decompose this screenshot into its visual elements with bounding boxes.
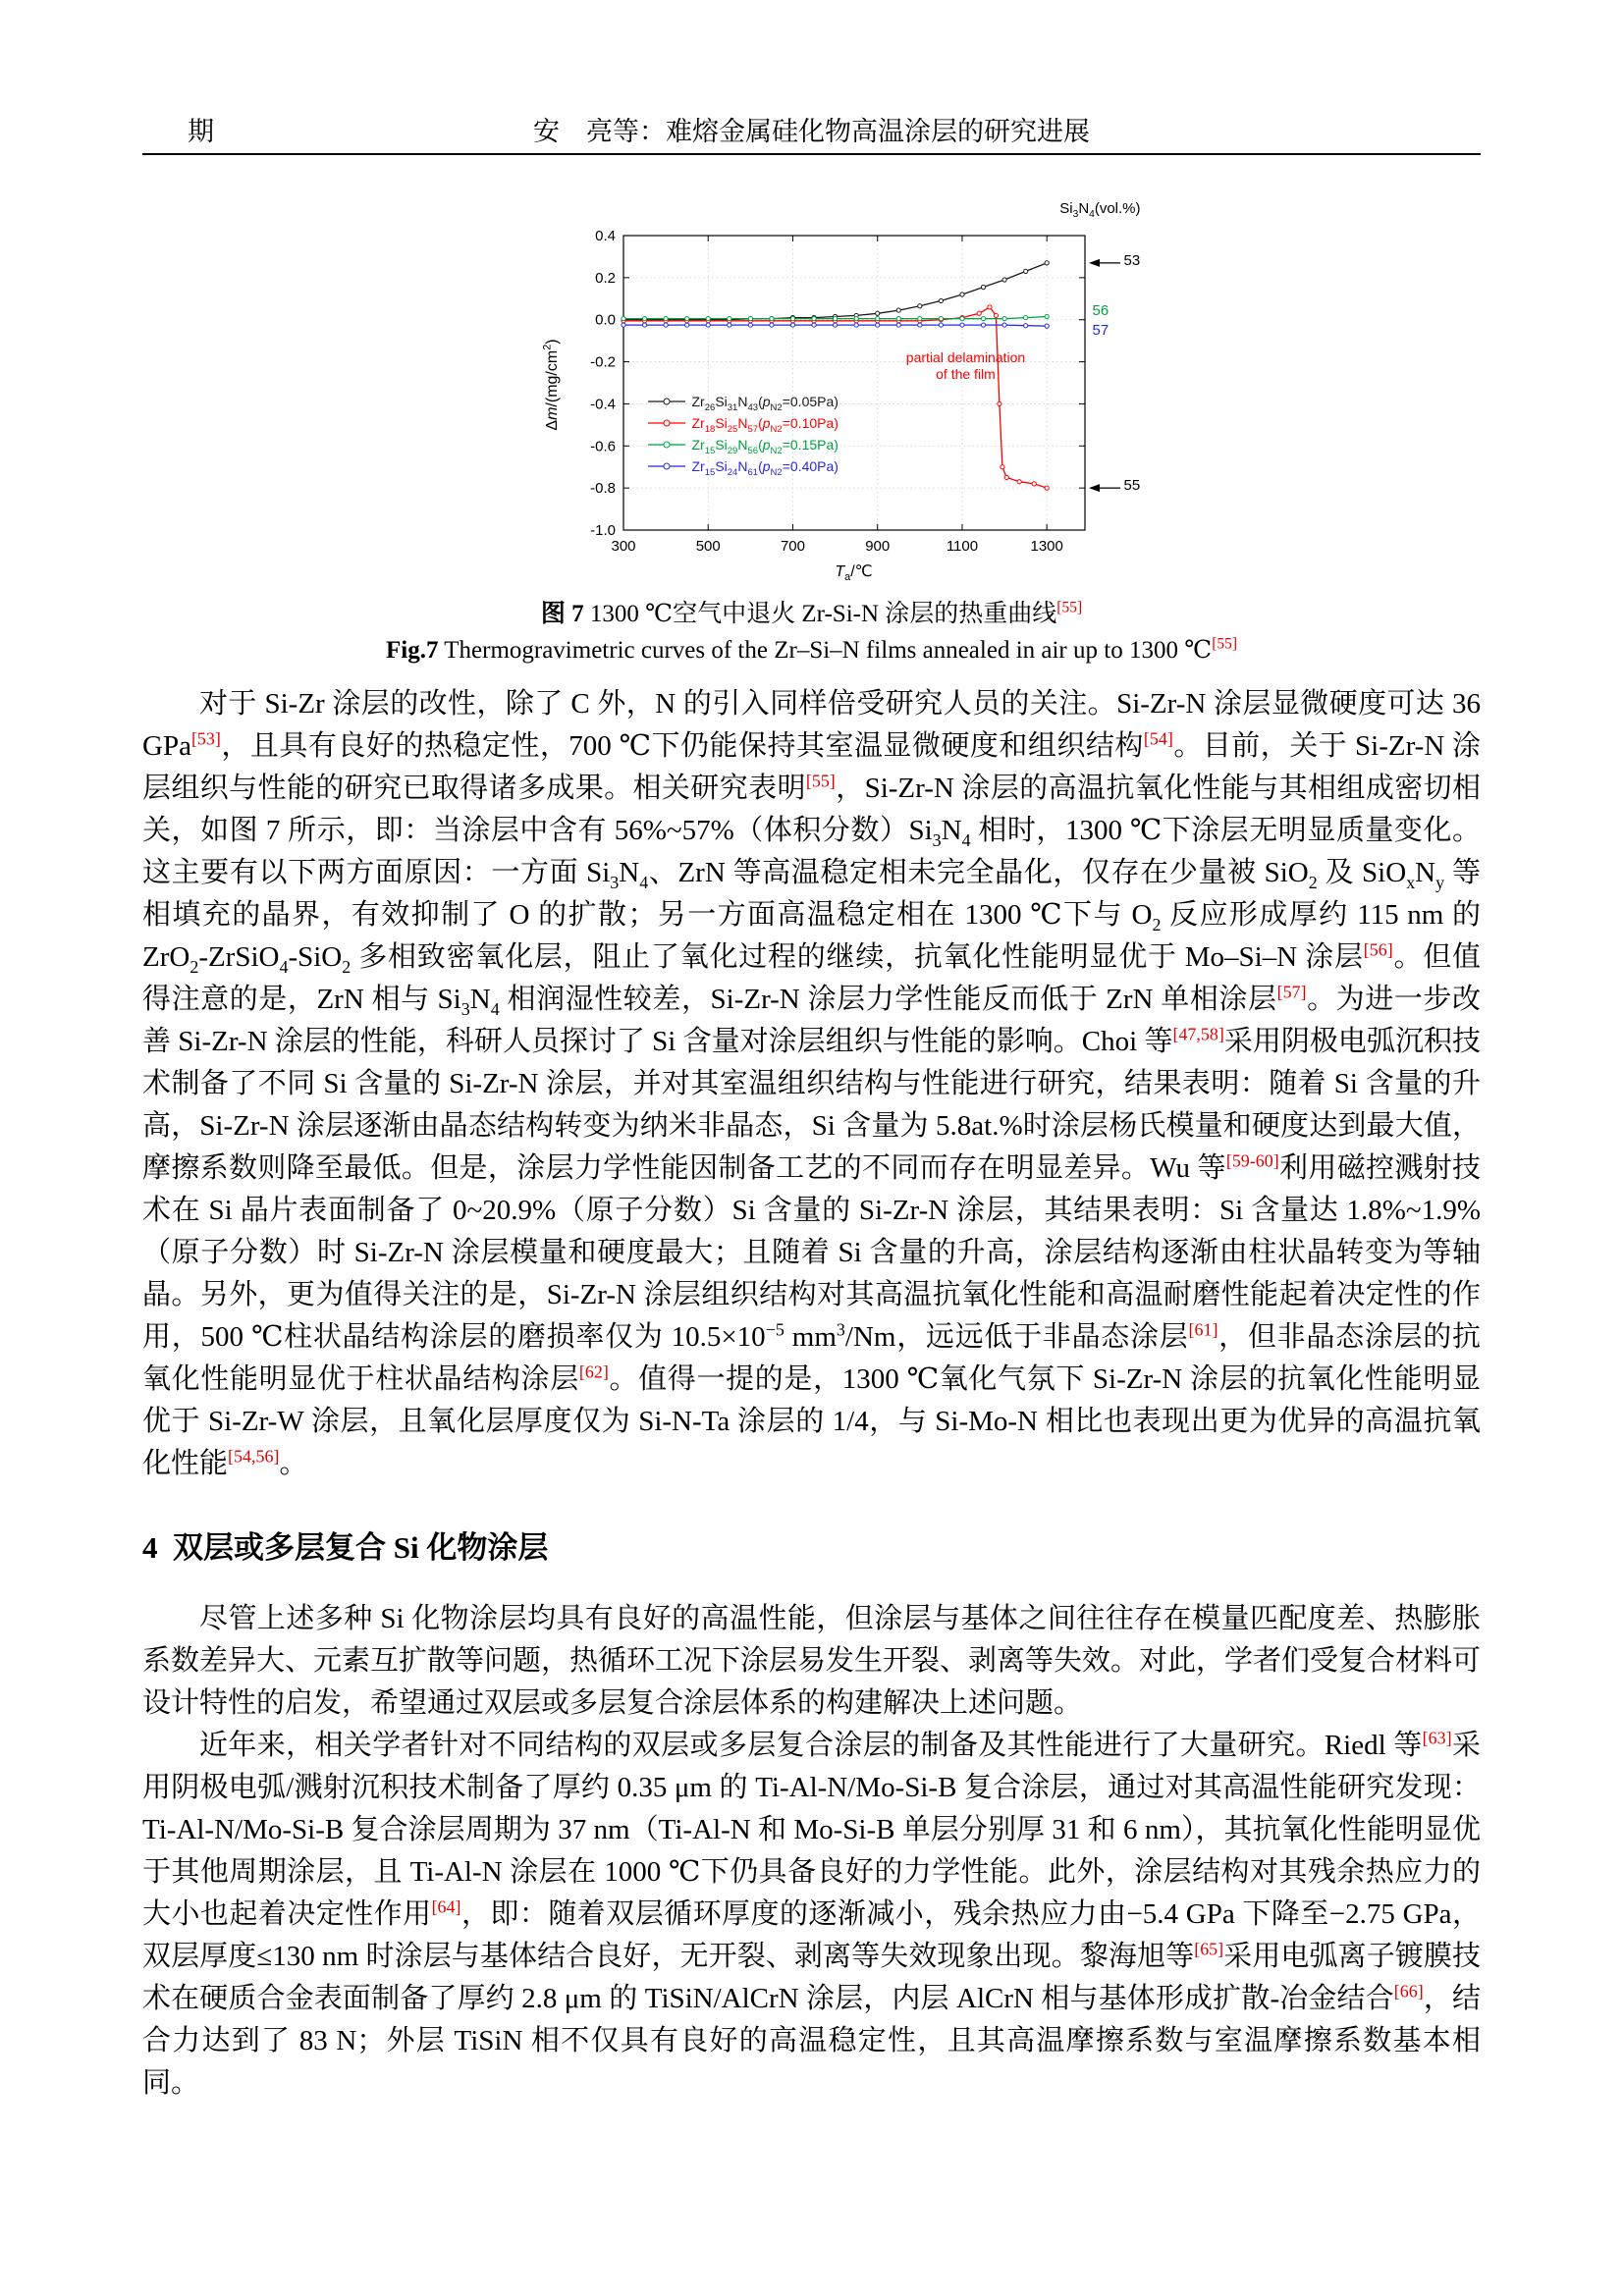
paragraph-overview: 尽管上述多种 Si 化物涂层均具有良好的高温性能，但涂层与基体之间往往存在模量匹配度差、热膨胀系数差异大、元素互扩散等问题，热循环工况下涂层易发生开裂、剥离等失效。对此，学者们受复合材料可设计特性的启发，希望通过双层或多层复合涂层体系的构建解决上述问题。 [142, 1603, 1482, 1719]
si3n4-volume-label: 53 [1123, 251, 1141, 269]
article-body [142, 683, 1481, 2105]
legend-item [647, 412, 839, 434]
issue-label: 期 [188, 117, 214, 146]
legend-swatch [647, 417, 686, 429]
section-heading: 4 双层或多层复合 Si 化物涂层 [142, 1530, 549, 1565]
legend-swatch [647, 460, 686, 472]
journal-header [142, 110, 1481, 155]
x-tick-label: 1100 [946, 538, 978, 555]
chart-legend [647, 391, 839, 477]
header-title: 安 亮等：难熔金属硅化物高温涂层的研究进展 [533, 117, 1090, 146]
x-tick-label: 900 [864, 538, 890, 555]
x-axis-title: $T_a/℃$ [835, 563, 873, 584]
paragraph-multilayer: 近年来，相关学者针对不同结构的双层或多层复合涂层的制备及其性能进行了大量研究。Riedl 等[63]采用阴极电弧/溅射沉积技术制备了厚约 0.35 μm 的 Ti-Al-N/Mo-Si-B 复合涂层，通过对其高温性能研究发现：Ti-Al-N/Mo-Si-B 复合涂层周期为 37 nm（Ti-Al-N 和 Mo-Si-B 单层分别厚 31 和 6 nm），其抗氧化性能明显优于其他周期涂层，且 Ti-Al-N 涂层在 1000 ℃下仍具备良好的力学性能。此外，涂层结构对其残余热应力的大小也起着决定性作用[64]，即：随着双层循环厚度的逐渐减小，残余热应力由−5.4 GPa 下降至−2.75 GPa，双层厚度≤130 nm 时涂层与基体结合良好，无开裂、剥离等失效现象出现。黎海旭等[65]采用电弧离子镀膜技术在硬质合金表面制备了厚约 2.8 μm 的 TiSiN/AlCrN 涂层，内层 AlCrN 相与基体形成扩散-冶金结合[66]，结合力达到了 83 N；外层 TiSiN 相不仅具有良好的高温稳定性，且其高温摩擦系数与室温摩擦系数基本相同。 [142, 1728, 1481, 2099]
legend-label: $Zr_{15}Si_{29}N_{56}(p_{N2}=0.15Pa)$ [691, 437, 839, 456]
legend-label: $Zr_{18}Si_{25}N_{57}(p_{N2}=0.10Pa)$ [691, 415, 839, 435]
legend-swatch [647, 439, 686, 451]
figure-caption-en: Fig.7 Thermogravimetric curves of the Zr–Si–N films annealed in air up to 1300 ℃[55] [385, 635, 1238, 664]
y-tick-label: -0.4 [589, 396, 616, 413]
chart-top-label: $Si_3N_4(vol.\%)$ [1059, 200, 1141, 220]
thermogravimetric-chart [508, 198, 1175, 595]
x-tick-label: 500 [695, 538, 721, 555]
legend-item [647, 434, 839, 455]
figure-caption-cn: 图 7 1300 ℃空气中退火 Zr-Si-N 涂层的热重曲线[55] [540, 599, 1083, 627]
paragraph-si-zr-n: 对于 Si-Zr 涂层的改性，除了 C 外，N 的引入同样倍受研究人员的关注。Si-Zr-N 涂层显微硬度可达 36 GPa[53]，且具有良好的热稳定性，700 ℃下仍能保持其室温显微硬度和组织结构[54]。目前，关于 Si-Zr-N 涂层组织与性能的研究已取得诸多成果。相关研究表明[55]，Si-Zr-N 涂层的高温抗氧化性能与其相组成密切相关，如图 7 所示，即：当涂层中含有 56%~57%（体积分数）$Si_3N_4$ 相时，1300 ℃下涂层无明显质量变化。这主要有以下两方面原因：一方面 $Si_3N_4$、ZrN 等高温稳定相未完全晶化，仅存在少量被 SiO$_2$ 及 $SiO_xN_y$ 等相填充的晶界，有效抑制了 O 的扩散；另一方面高温稳定相在 1300 ℃下与 $O_2$ 反应形成厚约 115 nm 的 ZrO$_2$-ZrSiO$_4$-SiO$_2$ 多相致密氧化层，阻止了氧化过程的继续，抗氧化性能明显优于 Mo–Si–N 涂层[56]。但值得注意的是，ZrN 相与 $Si_3N_4$ 相润湿性较差，Si-Zr-N 涂层力学性能反而低于 ZrN 单相涂层[57]。为进一步改善 Si-Zr-N 涂层的性能，科研人员探讨了 Si 含量对涂层组织与性能的影响。Choi 等[47,58]采用阴极电弧沉积技术制备了不同 Si 含量的 Si-Zr-N 涂层，并对其室温组织结构与性能进行研究，结果表明：随着 Si 含量的升高，Si-Zr-N 涂层逐渐由晶态结构转变为纳米非晶态，Si 含量为 5.8at.%时涂层杨氏模量和硬度达到最大值，摩擦系数则降至最低。但是，涂层力学性能因制备工艺的不同而存在明显差异。Wu 等[59-60]利用磁控溅射技术在 Si 晶片表面制备了 0~20.9%（原子分数）Si 含量的 Si-Zr-N 涂层，其结果表明：Si 含量达 1.8%~1.9%（原子分数）时 Si-Zr-N 涂层模量和硬度最大；且随着 Si 含量的升高，涂层结构逐渐由柱状晶转变为等轴晶。另外，更为值得关注的是，Si-Zr-N 涂层组织结构对其高温抗氧化性能和高温耐磨性能起着决定性的作用，500 ℃柱状晶结构涂层的磨损率仅为 $10.5\times 10^{-5}$ $mm^3/Nm$，远远低于非晶态涂层[61]，但非晶态涂层的抗氧化性能明显优于柱状晶结构涂层[62]。值得一提的是，1300 ℃氧化气氛下 Si-Zr-N 涂层的抗氧化性能明显优于 Si-Zr-W 涂层，且氧化层厚度仅为 Si-N-Ta 涂层的 1/4，与 Si-Mo-N 相比也表现出更为优异的高温抗氧化性能[54,56]。 [142, 688, 1482, 1479]
x-tick-label: 700 [780, 538, 805, 555]
delamination-annotation [906, 349, 1025, 383]
y-tick-label: 0.0 [594, 311, 616, 329]
legend-swatch [647, 396, 686, 407]
legend-item [647, 455, 839, 477]
si3n4-volume-label: 55 [1123, 477, 1141, 495]
si3n4-volume-label: 56 [1092, 302, 1109, 320]
y-tick-label: -0.6 [589, 438, 616, 455]
legend-item [647, 391, 839, 412]
legend-label: $Zr_{15}Si_{24}N_{61}(p_{N2}=0.40Pa)$ [691, 458, 839, 478]
chart-grid [623, 236, 1085, 530]
y-tick-label: -1.0 [589, 522, 616, 539]
x-tick-label: 300 [610, 538, 636, 555]
chart-svg [508, 198, 1175, 595]
y-axis-title: $\Delta m/(mg/cm^2)$ [541, 339, 561, 431]
series-line [621, 261, 1048, 322]
y-tick-label: 0.4 [594, 228, 616, 244]
label-arrows [1089, 259, 1120, 492]
annotation-line-1: partial delamination [905, 349, 1026, 365]
si3n4-volume-label: 57 [1092, 321, 1109, 339]
annotation-line-2: of the film [936, 366, 996, 382]
y-tick-label: -0.2 [589, 353, 616, 371]
x-tick-label: 1300 [1030, 538, 1063, 555]
legend-label: $Zr_{26}Si_{31}N_{43}(p_{N2}=0.05Pa)$ [691, 394, 839, 413]
plot-frame [623, 236, 1085, 530]
series-line [621, 323, 1048, 328]
y-tick-label: -0.8 [589, 480, 616, 498]
y-tick-label: 0.2 [594, 269, 616, 287]
